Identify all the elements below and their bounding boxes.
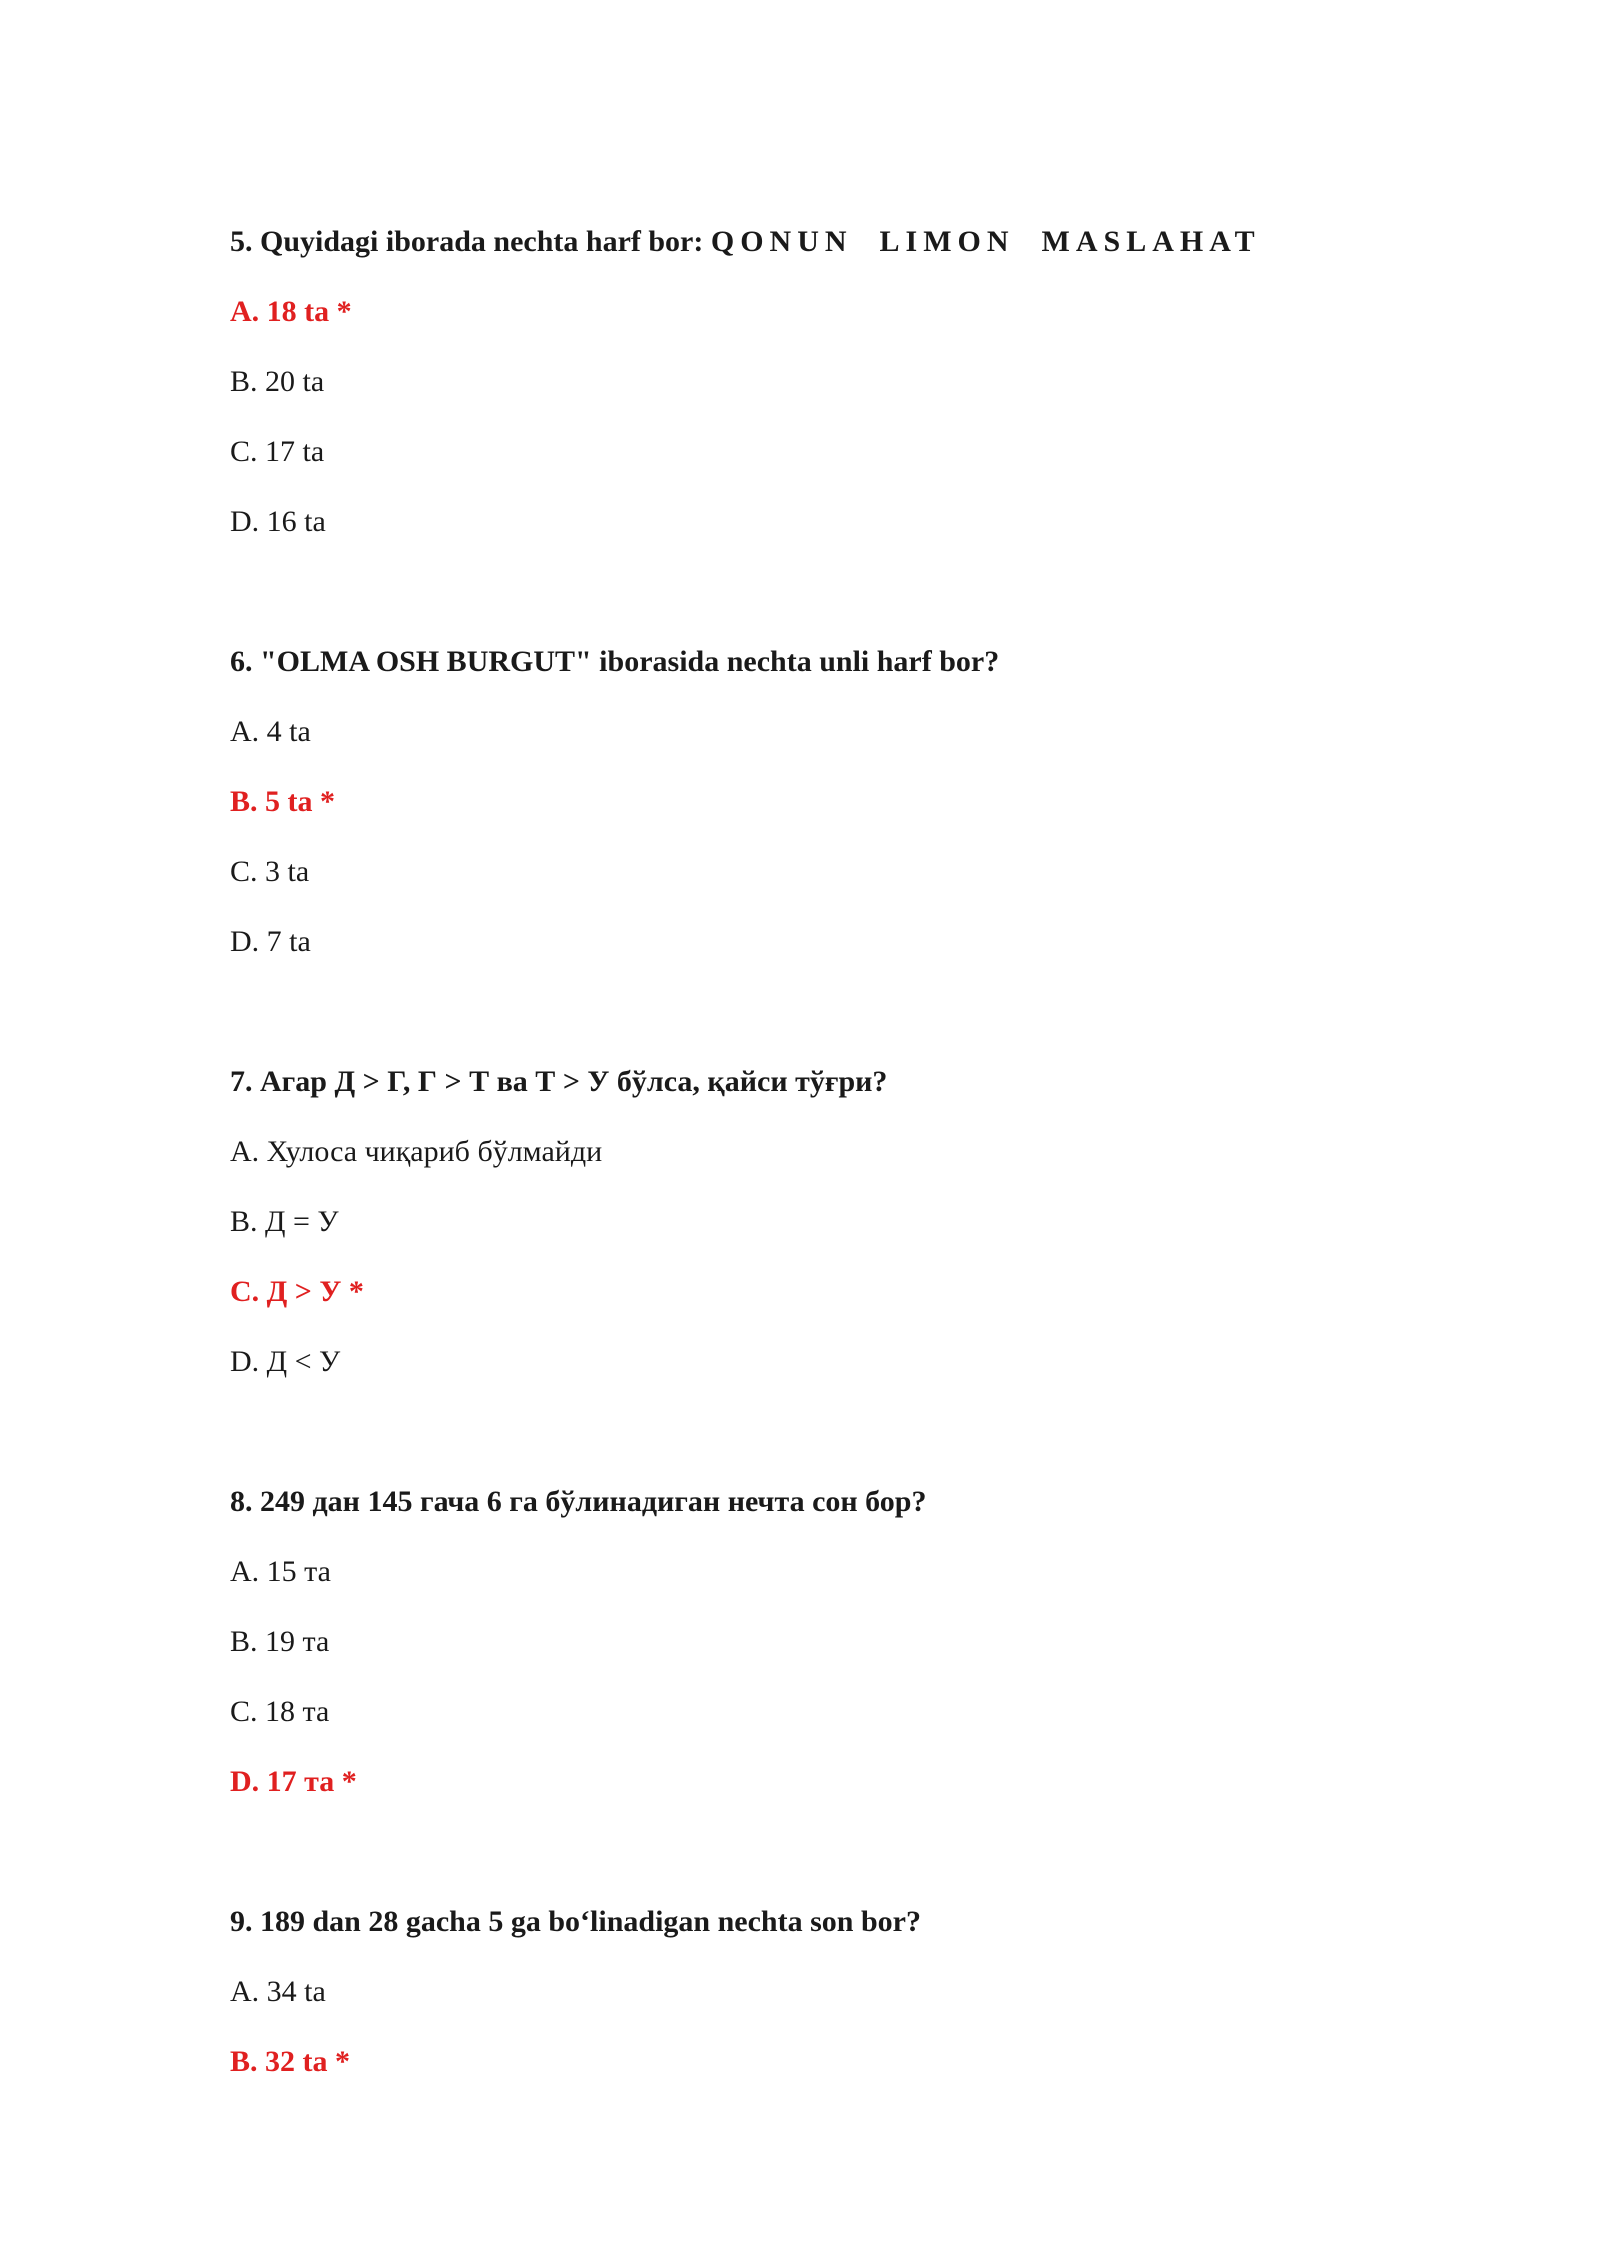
question-8-option-a: A. 15 та bbox=[230, 1555, 331, 1588]
question-6-option-a: A. 4 ta bbox=[230, 715, 311, 748]
question-5 bbox=[230, 224, 1261, 260]
question-7-option-c: C. Д > У * bbox=[230, 1275, 364, 1308]
question-5-option-b: B. 20 ta bbox=[230, 365, 325, 398]
question-5-text: 5. Quyidagi iborada nechta harf bor: bbox=[230, 225, 711, 258]
question-8-option-b: B. 19 та bbox=[230, 1625, 330, 1658]
question-8: 8. 249 дан 145 гача 6 га бўлинадиган нечта сон бор? bbox=[230, 1485, 927, 1518]
question-9-option-b: B. 32 ta * bbox=[230, 2045, 350, 2078]
question-5-option-d: D. 16 ta bbox=[230, 505, 326, 538]
question-8-option-c: C. 18 та bbox=[230, 1695, 330, 1728]
question-6-option-c: C. 3 ta bbox=[230, 855, 310, 888]
question-5-option-c: C. 17 ta bbox=[230, 435, 325, 468]
question-7-option-d: D. Д < У bbox=[230, 1345, 341, 1378]
question-9: 9. 189 dan 28 gacha 5 ga bo‘linadigan nechta son bor? bbox=[230, 1905, 921, 1938]
question-7-option-b: B. Д = У bbox=[230, 1205, 339, 1238]
question-6: 6. "OLMA OSH BURGUT" iborasida nechta unli harf bor? bbox=[230, 645, 1000, 678]
question-9-option-a: A. 34 ta bbox=[230, 1975, 326, 2008]
question-5-option-a: A. 18 ta * bbox=[230, 295, 352, 328]
question-7: 7. Агар Д > Г, Г > Т ва Т > У бўлса, қайси тўғри? bbox=[230, 1065, 888, 1098]
question-8-option-d: D. 17 та * bbox=[230, 1765, 357, 1798]
question-5-phrase: QONUN LIMON MASLAHAT bbox=[710, 225, 1261, 258]
question-7-option-a: A. Хулоса чиқариб бўлмайди bbox=[230, 1135, 603, 1168]
question-6-option-b: B. 5 ta * bbox=[230, 785, 335, 818]
question-6-option-d: D. 7 ta bbox=[230, 925, 311, 958]
